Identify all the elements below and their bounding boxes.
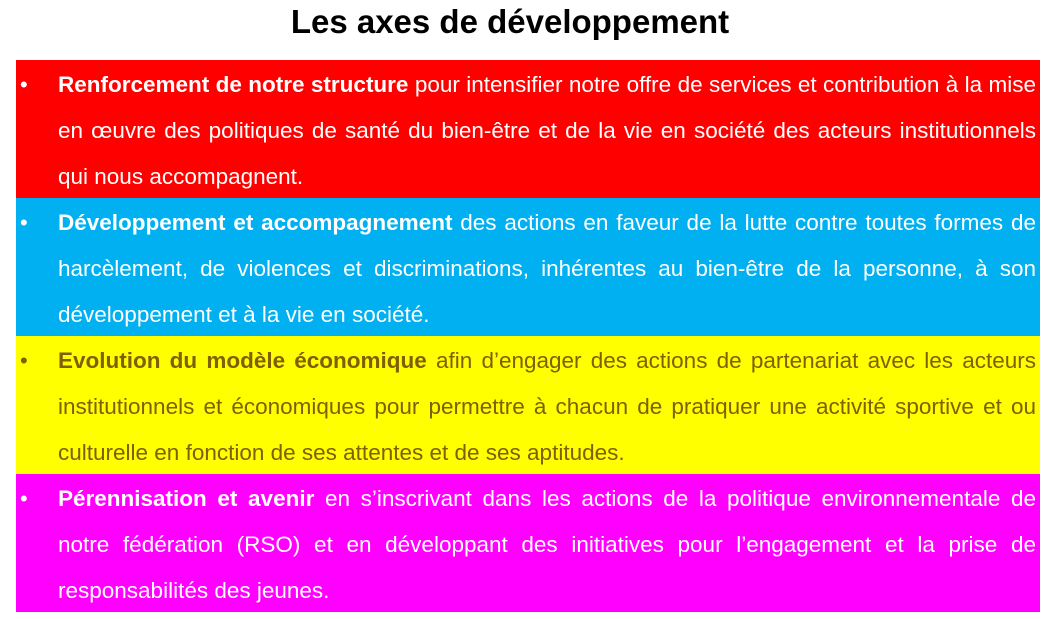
axis-lead: Evolution du modèle économique (58, 348, 427, 373)
axis-item-accompaniment (16, 198, 1040, 336)
page-title: Les axes de développement (290, 3, 730, 40)
axis-item-structure (16, 60, 1040, 198)
axis-text: en s’inscrivant dans les actions de la politique environnementale de notre fédération (RSO) et en développant des initiatives pour l’engagement et la prise de responsabilités des jeunes. (58, 486, 1036, 603)
bullet-icon: • (20, 486, 28, 511)
axis-item-economic-model (16, 336, 1040, 474)
axis-lead: Renforcement de notre structure (58, 72, 409, 97)
axis-text: pour intensifier notre offre de services et contribution à la mise en œuvre des politiques de santé du bien-être et de la vie en société des acteurs institutionnels qui nous accompagnent. (58, 72, 1036, 189)
axis-item-future (16, 474, 1040, 612)
bullet-icon: • (20, 72, 28, 97)
axis-lead: Pérennisation et avenir (58, 486, 315, 511)
bullet-icon: • (20, 210, 28, 235)
axis-text: afin d’engager des actions de partenariat avec les acteurs institutionnels et économiques pour permettre à chacun de pratiquer une activité sportive et ou culturelle en fonction de ses attentes et de ses aptitudes. (58, 348, 1037, 465)
bullet-icon: • (20, 348, 28, 373)
axis-lead: Développement et accompagnement (58, 210, 453, 235)
axis-text: des actions en faveur de la lutte contre toutes formes de harcèlement, de violences et discriminations, inhérentes au bien-être de la personne, à son développement et à la vie en société. (58, 210, 1037, 327)
development-axes-list (16, 60, 1040, 612)
